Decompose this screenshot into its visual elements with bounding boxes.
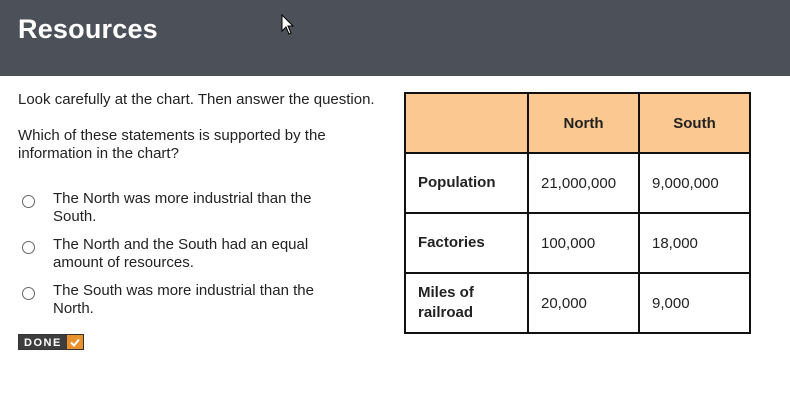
radio-button[interactable]: [22, 241, 35, 254]
answer-option-1[interactable]: [18, 190, 378, 236]
resources-table: [404, 92, 751, 334]
header-bar: [0, 0, 790, 76]
table-row: [405, 273, 750, 333]
row-label: Factories: [405, 213, 528, 273]
question-instruction: Look carefully at the chart. Then answer the question.: [18, 91, 375, 108]
answer-option-label: The North was more industrial than the South.: [53, 190, 312, 225]
checkmark-icon: [67, 335, 83, 349]
answer-option-3[interactable]: [18, 282, 378, 328]
cell-south: 9,000,000: [639, 153, 750, 213]
answer-options: [18, 190, 378, 328]
table-header-row: [405, 93, 750, 153]
answer-option-2[interactable]: [18, 236, 378, 282]
answer-option-label: The North and the South had an equal amount of resources.: [53, 236, 309, 271]
question-prompt: Which of these statements is supported by the information in the chart?: [18, 127, 326, 162]
cell-north: 21,000,000: [528, 153, 639, 213]
cell-south: 18,000: [639, 213, 750, 273]
radio-button[interactable]: [22, 195, 35, 208]
answer-option-label: The South was more industrial than the North.: [53, 282, 314, 317]
row-label: Population: [405, 153, 528, 213]
column-header-empty: [405, 93, 528, 153]
cell-north: 20,000: [528, 273, 639, 333]
row-label: Miles of railroad: [405, 273, 528, 333]
mouse-cursor-icon: [281, 14, 295, 36]
table-row: [405, 153, 750, 213]
table-row: [405, 213, 750, 273]
column-header-north: North: [528, 93, 639, 153]
page-title: Resources: [18, 14, 158, 44]
radio-button[interactable]: [22, 287, 35, 300]
done-button[interactable]: [18, 334, 84, 350]
cell-north: 100,000: [528, 213, 639, 273]
column-header-south: South: [639, 93, 750, 153]
done-button-label: DONE: [19, 335, 67, 349]
question-block: [18, 91, 378, 163]
cell-south: 9,000: [639, 273, 750, 333]
